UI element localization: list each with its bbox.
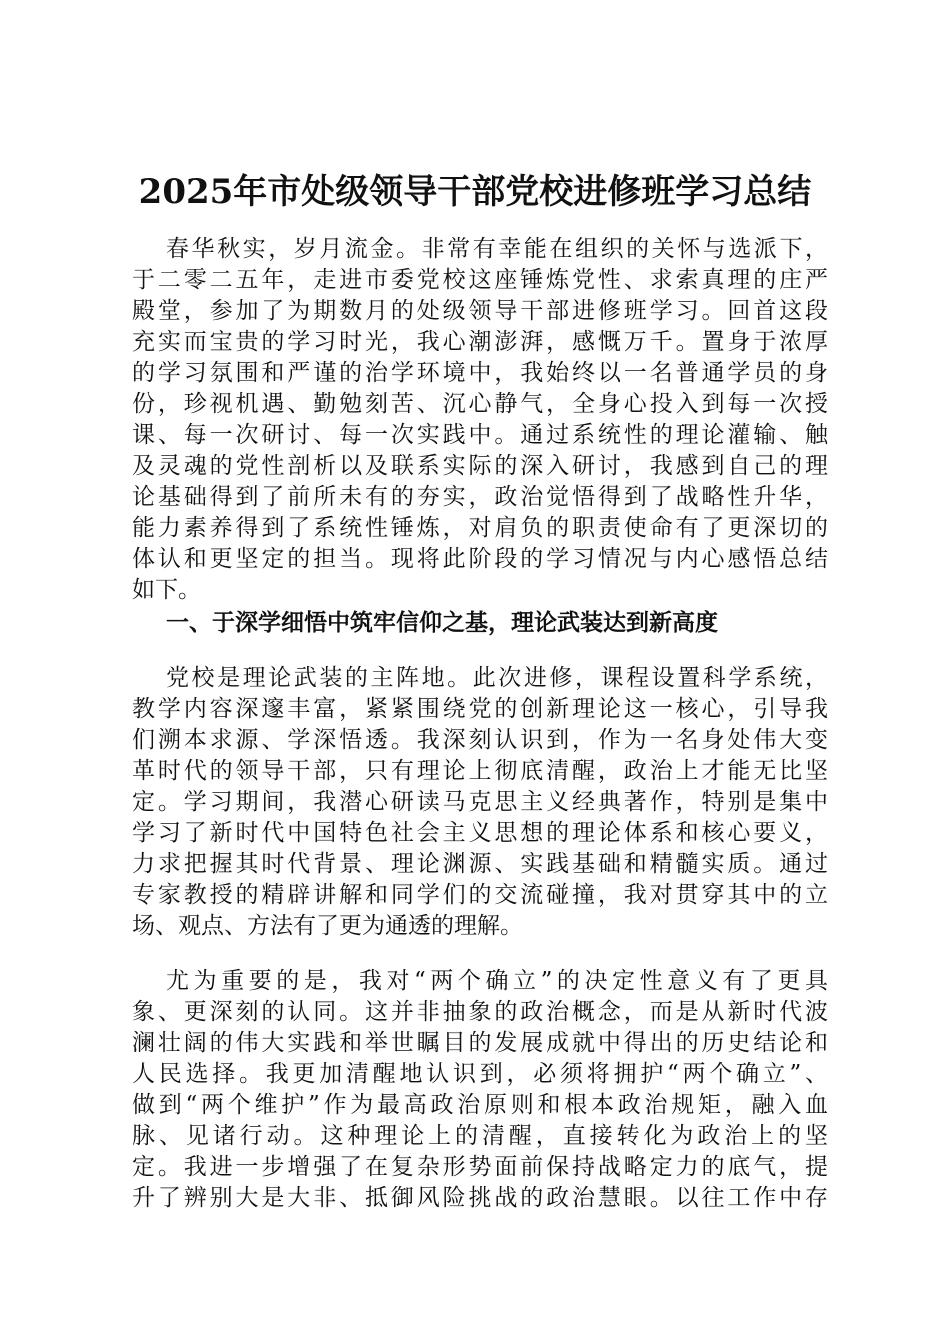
text-line: 专家教授的精辟讲解和同学们的交流碰撞，我对贯穿其中的立 <box>132 882 828 908</box>
text-line: 们溯本求源、学深悟透。我深刻认识到，作为一名身处伟大变 <box>132 727 828 753</box>
text-line: 革时代的领导干部，只有理论上彻底清醒，政治上才能无比坚 <box>132 758 828 784</box>
document-title: 2025年市处级领导干部党校进修班学习总结 <box>138 172 812 212</box>
text-line: 充实而宝贵的学习时光，我心潮澎湃，感慨万千。置身于浓厚 <box>132 329 828 355</box>
text-line: 春华秋实，岁月流金。非常有幸能在组织的关怀与选派下， <box>166 236 828 262</box>
text-line: 课、每一次研讨、每一次实践中。通过系统性的理论灌输、触 <box>132 422 828 448</box>
text-line: 脉、见诸行动。这种理论上的清醒，直接转化为政治上的坚 <box>132 1123 828 1149</box>
text-line: 人民选择。我更加清醒地认识到，必须将拥护“两个确立”、 <box>132 1061 828 1087</box>
text-line: 及灵魂的党性剖析以及联系实际的深入研讨，我感到自己的理 <box>132 453 828 479</box>
text-line: 论基础得到了前所未有的夯实，政治觉悟得到了战略性升华， <box>132 484 828 510</box>
text-line: 尤为重要的是，我对“两个确立”的决定性意义有了更具 <box>166 968 828 994</box>
text-line: 的学习氛围和严谨的治学环境中，我始终以一名普通学员的身 <box>132 360 828 386</box>
text-line: 党校是理论武装的主阵地。此次进修，课程设置科学系统， <box>166 665 828 691</box>
text-line: 升了辨别大是大非、抵御风险挑战的政治慧眼。以往工作中存 <box>132 1185 828 1211</box>
section-heading: 一、于深学细悟中筑牢信仰之基，理论武装达到新高度 <box>166 609 718 636</box>
text-line: 份，珍视机遇、勤勉刻苦、沉心静气，全身心投入到每一次授 <box>132 391 828 417</box>
text-line: 场、观点、方法有了更为通透的理解。 <box>132 913 523 939</box>
text-line: 做到“两个维护”作为最高政治原则和根本政治规矩，融入血 <box>132 1092 828 1118</box>
text-line: 力求把握其时代背景、理论渊源、实践基础和精髓实质。通过 <box>132 851 828 877</box>
text-line: 如下。 <box>132 577 201 603</box>
text-line: 学习了新时代中国特色社会主义思想的理论体系和核心要义， <box>132 820 828 846</box>
text-line: 定。我进一步增强了在复杂形势面前保持战略定力的底气，提 <box>132 1154 828 1180</box>
text-line: 于二零二五年，走进市委党校这座锤炼党性、求索真理的庄严 <box>132 267 828 293</box>
text-line: 定。学习期间，我潜心研读马克思主义经典著作，特别是集中 <box>132 789 828 815</box>
text-line: 能力素养得到了系统性锤炼，对肩负的职责使命有了更深切的 <box>132 515 828 541</box>
text-line: 教学内容深邃丰富，紧紧围绕党的创新理论这一核心，引导我 <box>132 696 828 722</box>
text-line: 象、更深刻的认同。这并非抽象的政治概念，而是从新时代波 <box>132 999 828 1025</box>
text-line: 澜壮阔的伟大实践和举世瞩目的发展成就中得出的历史结论和 <box>132 1030 828 1056</box>
text-line: 体认和更坚定的担当。现将此阶段的学习情况与内心感悟总结 <box>132 546 828 572</box>
text-line: 殿堂，参加了为期数月的处级领导干部进修班学习。回首这段 <box>132 298 828 324</box>
